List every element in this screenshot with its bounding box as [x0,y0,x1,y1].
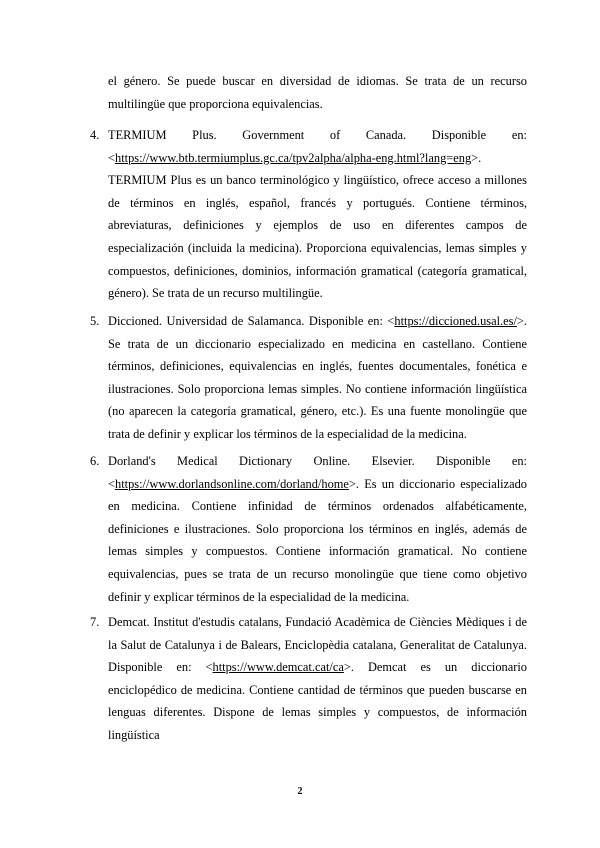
demcat-link[interactable]: https://www.demcat.cat/ca [212,660,344,675]
link-close: >. [343,660,354,675]
entry-title: Demcat. Institut d'estudis catalans, Fundació Acadèmica de Ciències Mèdiques i de la Salut de Catalunya i de Balears, Enciclopèdia catalana, Generalitat de Catalunya. Disponible en: < [108,615,527,675]
link-close: >. [471,150,482,165]
link-close: >. [348,476,359,491]
continuation-paragraph: el género. Se puede buscar en diversidad de idiomas. Se trata de un recurso multilingüe que proporciona equivalencias. [108,74,527,111]
entry-description: Se trata de un diccionario especializado en medicina en castellano. Contiene términos, definiciones, equivalencias en inglés, fuentes documentales, fonética e ilustraciones. Solo proporciona lemas simples. No contiene información lingüística (no aparecen la categoría gramatical, género, etc.). Es una fuente monolingüe que trata de definir y explicar los términos de la especialidad de la medicina. [108,336,527,441]
link-close: >. [516,314,527,328]
entry-number: 7. [90,615,100,629]
reference-entry-diccioned [90,310,527,446]
entry-title: TERMIUM Plus. Government of Canada. Disponible en: [108,128,527,142]
reference-entry-dorland [90,450,527,608]
entry-title: Dorland's Medical Dictionary Online. Elsevier. Disponible en: [108,454,527,468]
dorland-link[interactable]: https://www.dorlandsonline.com/dorland/home [115,476,349,491]
entry-number: 5. [90,314,100,328]
termium-link[interactable]: https://www.btb.termiumplus.gc.ca/tpv2alpha/alpha-eng.html?lang=eng [115,150,472,165]
entry-title: Diccioned. Universidad de Salamanca. Disponible en: < [108,314,395,328]
link-open: < [108,476,115,491]
entry-description: TERMIUM Plus es un banco terminológico y lingüístico, ofrece acceso a millones de términos en inglés, español, francés y portugués. Contiene términos, abreviaturas, definiciones y ejemplos de uso en diferentes campos de especialización (incluida la medicina). Proporciona equivalencias, lemas simples y compuestos, definiciones, dominios, información gramatical (categoría gramatical, género). Se trata de un recurso multilingüe. [108,173,527,301]
diccioned-link[interactable]: https://diccioned.usal.es/ [394,314,517,328]
reference-entry-demcat [90,611,527,747]
page-number: 2 [297,786,303,797]
entry-description: Es un diccionario especializado en medicina. Contiene infinidad de términos ordenados alfabéticamente, definiciones e ilustraciones. Solo proporciona los términos en inglés, además de lemas simples y compuestos. Contiene información gramatical. No contiene equivalencias, pues se trata de un recurso monolingüe que tiene como objetivo definir y explicar términos de la especialidad de la medicina. [108,476,527,604]
entry-number: 4. [90,128,100,142]
reference-entry-termium [90,124,527,305]
entry-number: 6. [90,454,100,468]
entry-description: Demcat es un diccionario enciclopédico de medicina. Contiene cantidad de términos que pueden buscarse en lenguas diferentes. Dispone de lemas simples y compuestos, de información lingüística [108,660,527,742]
link-open: < [108,150,115,165]
